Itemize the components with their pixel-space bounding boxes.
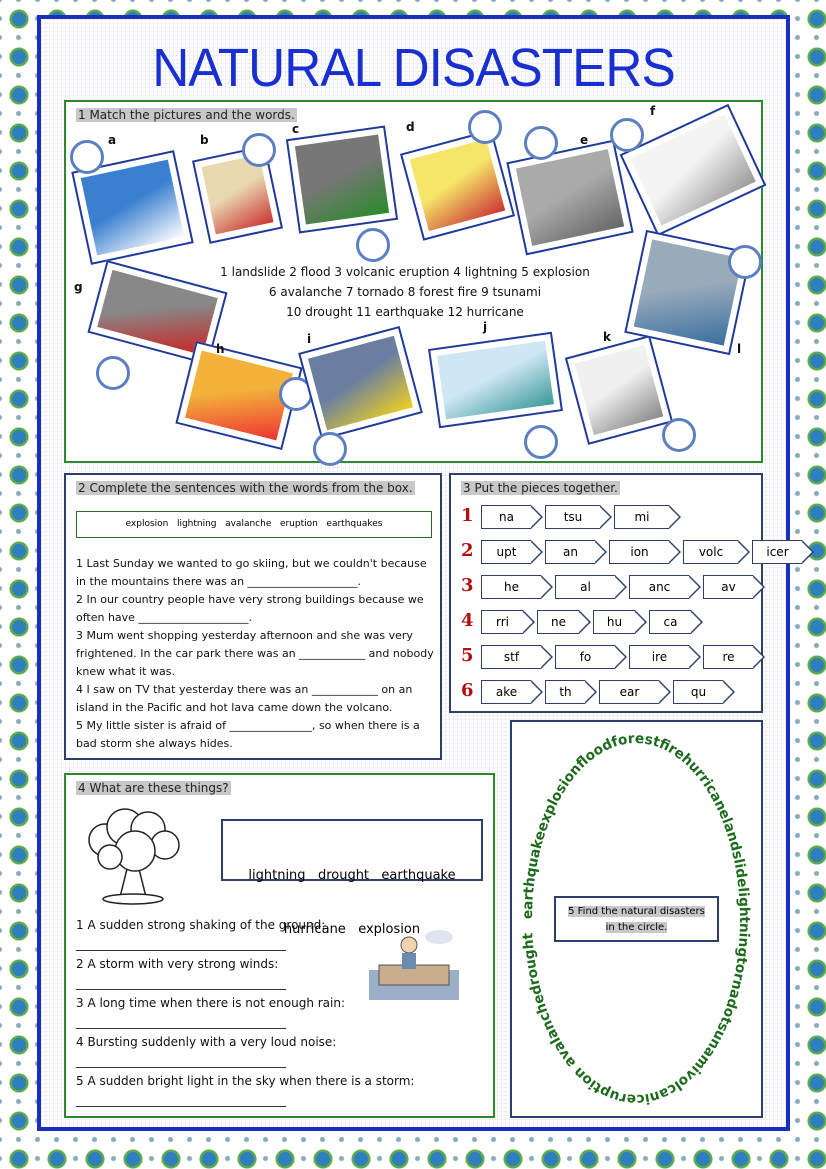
picture-letter: d bbox=[406, 120, 415, 134]
word-piece[interactable]: ake bbox=[481, 680, 531, 704]
word-list-line: 6 avalanche 7 tornado 8 forest fire 9 tsunami bbox=[268, 285, 542, 299]
picture-letter: e bbox=[580, 133, 589, 147]
word-piece[interactable]: an bbox=[545, 540, 595, 564]
question: 3 A long time when there is not enough rain: bbox=[76, 996, 346, 1010]
word-piece[interactable]: mi bbox=[614, 505, 669, 529]
sentence: 3 Mum went shopping yesterday afternoon and she was very frightened. In the car park there was an ____________ and nobody knew what it was. bbox=[76, 629, 434, 678]
sentence: 2 In our country people have very strong buildings because we often have ____________________. bbox=[76, 593, 424, 624]
answer-circle[interactable] bbox=[524, 425, 558, 459]
word-circle bbox=[512, 722, 761, 1116]
answer-circle[interactable] bbox=[242, 133, 276, 167]
word-piece[interactable]: ca bbox=[649, 610, 691, 634]
section-heading: 3 Put the pieces together. bbox=[463, 481, 618, 495]
page-title: NATURAL DISASTERS bbox=[152, 38, 675, 98]
answer-line[interactable] bbox=[76, 950, 286, 951]
word-box: explosion lightning avalanche eruption earthquakes bbox=[76, 511, 432, 538]
answer-line[interactable] bbox=[76, 989, 286, 990]
picture-letter: l bbox=[737, 342, 742, 356]
word-piece[interactable]: ear bbox=[599, 680, 659, 704]
word-list-line: 1 landslide 2 flood 3 volcanic eruption 4 lightning 5 explosion bbox=[220, 265, 590, 279]
word-piece[interactable]: ne bbox=[537, 610, 579, 634]
picture-letter: j bbox=[483, 320, 488, 334]
word-piece[interactable]: upt bbox=[481, 540, 531, 564]
word-piece[interactable]: na bbox=[481, 505, 531, 529]
word-piece[interactable]: he bbox=[481, 575, 541, 599]
answer-circle[interactable] bbox=[313, 432, 347, 466]
answer-circle[interactable] bbox=[356, 228, 390, 262]
row-number: 1 bbox=[461, 505, 474, 526]
word-box-line: hurricane explosion bbox=[283, 922, 421, 937]
section-heading: 5 Find the natural disasters in the circle. bbox=[568, 906, 705, 933]
flood-person-image bbox=[364, 925, 464, 1005]
section-heading: 1 Match the pictures and the words. bbox=[78, 108, 295, 122]
word-box-line: lightning drought earthquake bbox=[248, 868, 456, 883]
word-box bbox=[221, 819, 483, 937]
word-piece[interactable]: hu bbox=[593, 610, 635, 634]
section-heading: 2 Complete the sentences with the words from the box. bbox=[78, 481, 413, 495]
word-list-line: 10 drought 11 earthquake 12 hurricane bbox=[286, 305, 524, 319]
word-piece[interactable]: re bbox=[703, 645, 753, 669]
word-piece[interactable]: rri bbox=[481, 610, 523, 634]
answer-circle[interactable] bbox=[70, 140, 104, 174]
answer-circle[interactable] bbox=[610, 118, 644, 152]
word-piece[interactable]: al bbox=[555, 575, 615, 599]
answer-circle[interactable] bbox=[468, 110, 502, 144]
sentence: 1 Last Sunday we wanted to go skiing, but we couldn't because in the mountains there was an ____________________. bbox=[76, 557, 427, 588]
row-number: 5 bbox=[461, 645, 474, 666]
picture-letter: i bbox=[307, 332, 312, 346]
section-what bbox=[64, 773, 495, 1118]
picture-c bbox=[286, 126, 398, 234]
word-piece[interactable]: av bbox=[703, 575, 753, 599]
word-piece[interactable]: ion bbox=[609, 540, 669, 564]
word-piece[interactable]: th bbox=[545, 680, 585, 704]
picture-letter: h bbox=[216, 342, 225, 356]
picture-letter: b bbox=[200, 133, 209, 147]
word-piece[interactable]: fo bbox=[555, 645, 615, 669]
word-piece[interactable]: stf bbox=[481, 645, 541, 669]
word-piece[interactable]: qu bbox=[673, 680, 723, 704]
answer-circle[interactable] bbox=[662, 418, 696, 452]
answer-circle[interactable] bbox=[524, 126, 558, 160]
question: 5 A sudden bright light in the sky when there is a storm: bbox=[76, 1074, 415, 1088]
word-piece[interactable]: tsu bbox=[545, 505, 600, 529]
answer-line[interactable] bbox=[76, 1067, 286, 1068]
row-number: 2 bbox=[461, 540, 474, 561]
picture-letter: f bbox=[650, 104, 656, 118]
answer-circle[interactable] bbox=[728, 245, 762, 279]
row-number: 3 bbox=[461, 575, 474, 596]
sentence: 4 I saw on TV that yesterday there was an ____________ on an island in the Pacific and hot lava came down the volcano. bbox=[76, 683, 413, 714]
section-circle bbox=[510, 720, 763, 1118]
section-complete bbox=[64, 473, 442, 760]
circle-text: earthquakeexplosionfloodforestfirehurricanelandslidelightningtornadotsunamivolcaniceruption avalanchedrought bbox=[519, 730, 753, 1108]
picture-letter: g bbox=[74, 280, 83, 294]
sentence: 5 My little sister is afraid of _______________, so when there is a bad storm she always hides. bbox=[76, 719, 420, 750]
explosion-cloud-icon bbox=[80, 805, 185, 905]
answer-line[interactable] bbox=[76, 1028, 286, 1029]
word-piece[interactable]: ire bbox=[629, 645, 689, 669]
word-piece[interactable]: anc bbox=[629, 575, 689, 599]
picture-letter: a bbox=[108, 133, 117, 147]
picture-letter: c bbox=[292, 122, 300, 136]
word-piece[interactable]: icer bbox=[752, 540, 802, 564]
question: 4 Bursting suddenly with a very loud noise: bbox=[76, 1035, 337, 1049]
row-number: 6 bbox=[461, 680, 474, 701]
svg-text:earthquakeexplosionfloodforest bbox=[520, 731, 752, 1107]
question: 2 A storm with very strong winds: bbox=[76, 957, 279, 971]
section-pieces bbox=[449, 473, 789, 713]
question: 1 A sudden strong shaking of the ground: bbox=[76, 918, 326, 932]
picture-letter: k bbox=[603, 330, 611, 344]
answer-circle[interactable] bbox=[96, 356, 130, 390]
section-heading: 4 What are these things? bbox=[78, 781, 229, 795]
word-piece[interactable]: volc bbox=[683, 540, 738, 564]
answer-line[interactable] bbox=[76, 1106, 286, 1107]
word-list bbox=[190, 262, 620, 322]
row-number: 4 bbox=[461, 610, 474, 631]
